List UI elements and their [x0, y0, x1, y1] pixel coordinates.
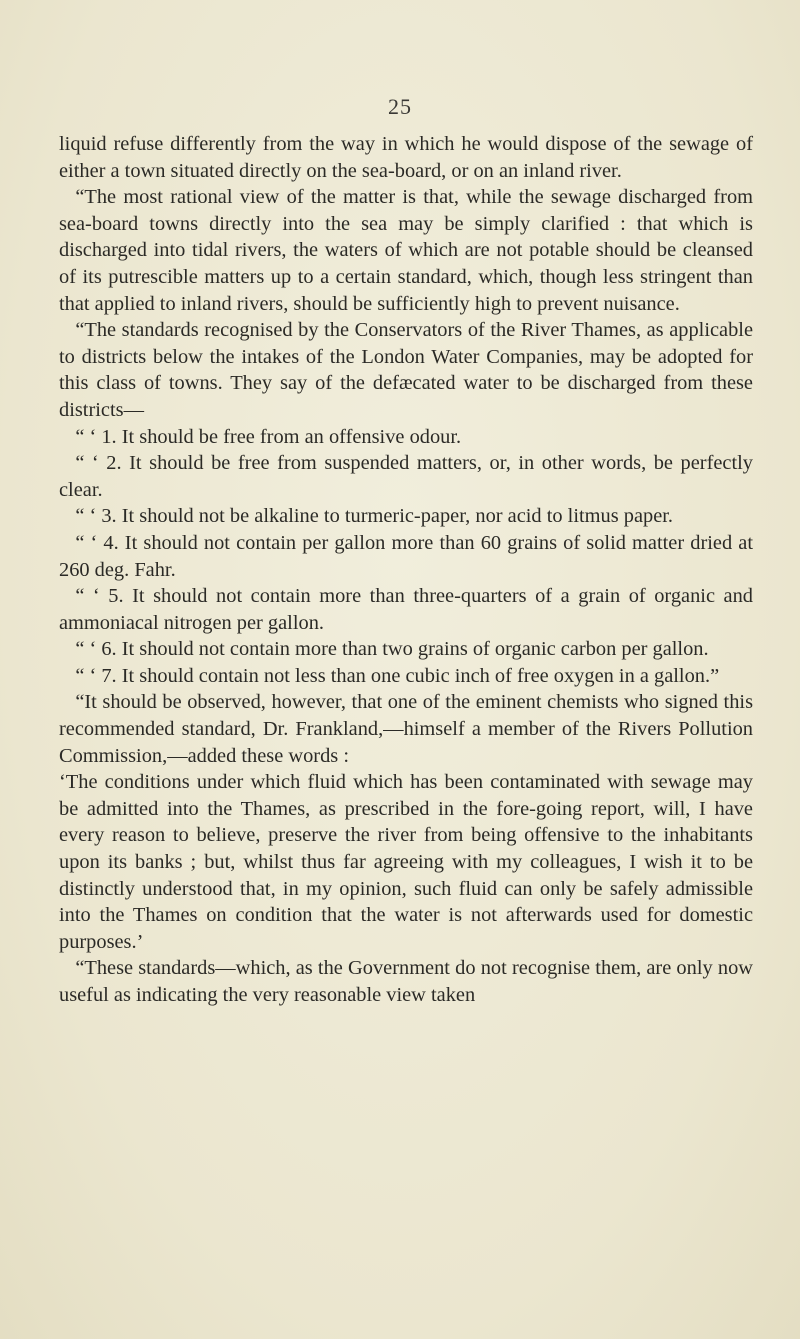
standard-item-4: “ ‘ 4. It should not contain per gallon more than 60 grains of solid matter dried at 260 deg. Fahr.	[59, 531, 753, 581]
paragraph-continuation: liquid refuse differently from the way in which he would dispose of the sewage of either a town situated directly on the sea-board, or on an inland river.	[59, 133, 753, 182]
standard-item-1: “ ‘ 1. It should be free from an offensive odour.	[75, 425, 462, 448]
standard-item-6: “ ‘ 6. It should not contain more than two grains of organic carbon per gallon.	[75, 638, 709, 661]
paragraph-rational-view: “The most rational view of the matter is that, while the sewage discharged from sea-board towns directly into the sea may be simply clarified : that which is discharged into tidal rivers, the waters of which are not potable should be cleansed of its putrescible matters up to a certain standard, which, though less stringent than that applied to inland rivers, should be sufficiently high to prevent nuisance.	[59, 186, 753, 315]
body-text	[59, 131, 753, 1009]
paragraph-closing: “These standards—which, as the Government do not recognise them, are only now useful as indicating the very reasonable view taken	[59, 957, 753, 1006]
page-number: 25	[388, 94, 412, 119]
standard-item-3: “ ‘ 3. It should not be alkaline to turmeric-paper, nor acid to litmus paper.	[75, 505, 674, 528]
standard-item-7: “ ‘ 7. It should contain not less than one cubic inch of free oxygen in a gallon.”	[75, 664, 720, 687]
paragraph-frankland-intro: “It should be observed, however, that one of the eminent chemists who signed this recommended standard, Dr. Frankland,—himself a member of the Rivers Pollution Commission,—added these words :	[59, 691, 753, 767]
frankland-quote: ‘The conditions under which fluid which has been contaminated with sewage may be admitted into the Thames, as prescribed in the fore-going report, will, I have every reason to believe, preserve the river from being offensive to the inhabitants upon its banks ; but, whilst thus far agreeing with my colleagues, I wish it to be distinctly understood that, in my opinion, such fluid can only be safely admissible into the Thames on condition that the water is not afterwards used for domestic purposes.’	[59, 771, 753, 953]
standard-item-2: “ ‘ 2. It should be free from suspended matters, or, in other words, be perfectly clear.	[59, 452, 753, 501]
standard-item-5: “ ‘ 5. It should not contain more than three-quarters of a grain of organic and ammoniacal nitrogen per gallon.	[59, 585, 753, 634]
paragraph-thames-standards: “The standards recognised by the Conservators of the River Thames, as applicable to districts below the intakes of the London Water Companies, may be adopted for this class of towns. They say of the defæcated water to be discharged from these districts—	[59, 319, 753, 421]
